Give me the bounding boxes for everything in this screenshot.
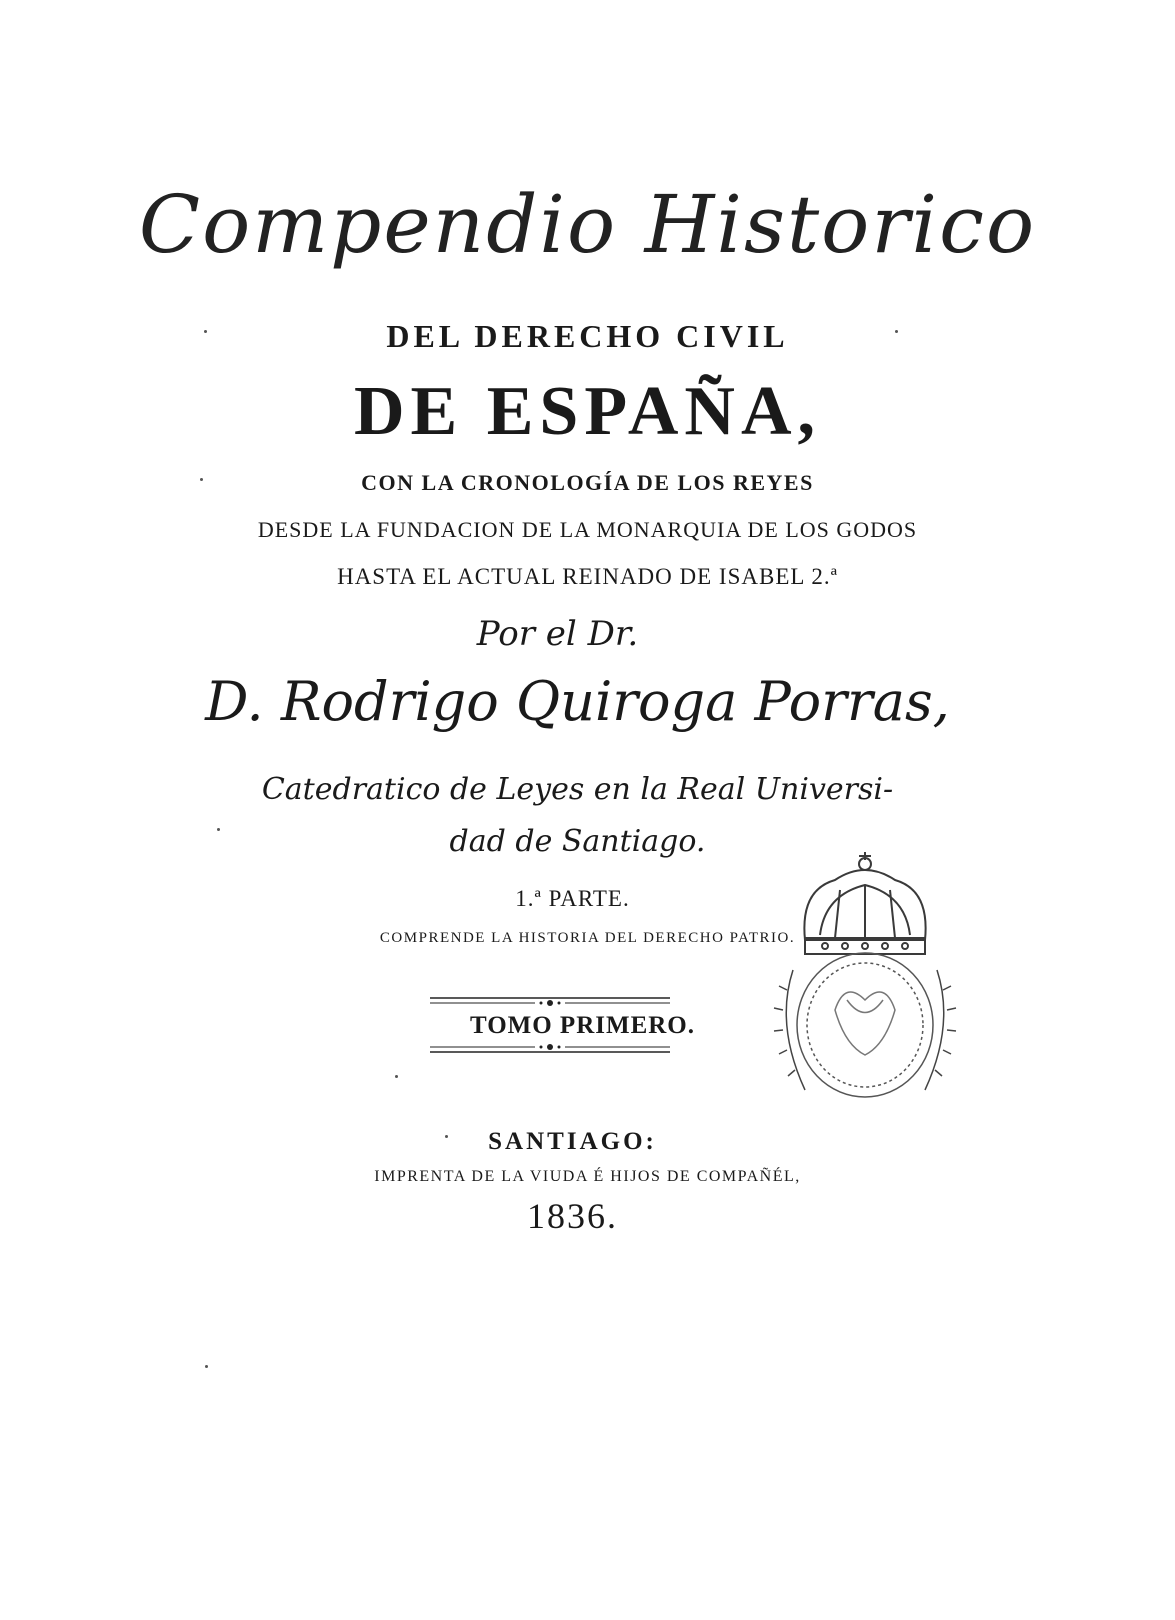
subtitle-line-4: DESDE LA FUNDACION DE LA MONARQUIA DE LOS GODOS <box>257 517 918 542</box>
imprint-city: SANTIAGO: <box>488 1128 657 1155</box>
imprint-year: 1836. <box>527 1196 618 1236</box>
part-label: 1.ª PARTE. <box>515 886 630 911</box>
affiliation-line-2: dad de Santiago. <box>449 824 706 859</box>
subtitle-line-5: HASTA EL ACTUAL REINADO DE ISABEL 2.ª <box>337 564 838 589</box>
affiliation-line-1: Catedratico de Leyes en la Real Universi- <box>261 772 894 807</box>
part-description: COMPRENDE LA HISTORIA DEL DERECHO PATRIO. <box>379 930 796 946</box>
scan-speck <box>205 1365 208 1368</box>
scan-speck <box>895 330 898 333</box>
author-name: D. Rodrigo Quiroga Porras, <box>205 670 950 733</box>
byline: Por el Dr. <box>476 614 639 654</box>
subtitle-line-1: DEL DERECHO CIVIL <box>386 318 789 354</box>
book-title: Compendio Historico <box>138 178 1037 271</box>
subtitle-line-2: DE ESPAÑA, <box>353 373 822 450</box>
library-crown-seal-icon <box>765 850 965 1110</box>
bottom-ornamental-rule <box>430 1043 670 1055</box>
volume-label: TOMO PRIMERO. <box>469 1012 696 1039</box>
subtitle-line-3: CON LA CRONOLOGÍA DE LOS REYES <box>361 470 814 495</box>
top-ornamental-rule <box>430 995 670 1007</box>
scan-speck <box>200 478 203 481</box>
scan-speck <box>217 828 220 831</box>
scan-speck <box>395 1075 398 1078</box>
scan-speck <box>204 330 207 333</box>
imprint-printer: IMPRENTA DE LA VIUDA É HIJOS DE COMPAÑÉL, <box>374 1168 801 1185</box>
scan-speck <box>445 1135 448 1138</box>
